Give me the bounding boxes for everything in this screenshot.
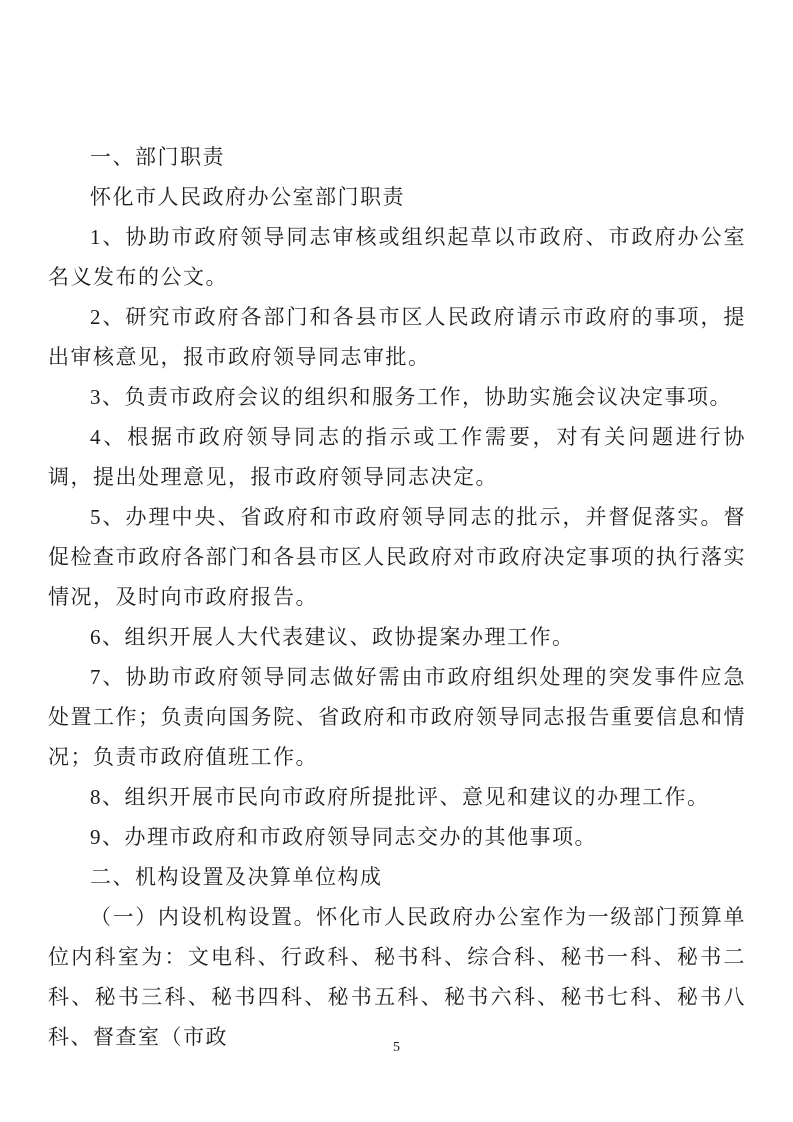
section-heading-org-structure: 二、机构设置及决算单位构成 xyxy=(90,865,383,889)
duty-item-3: 3、负责市政府会议的组织和服务工作，协助实施会议决定事项。 xyxy=(90,385,732,409)
subheading-office-duties: 怀化市人民政府办公室部门职责 xyxy=(90,185,405,209)
section-heading-dept-duties: 一、部门职责 xyxy=(90,145,225,169)
duty-item-5: 5、办理中央、省政府和市政府领导同志的批示，并督促落实。督促检查市政府各部门和各县市区人民政府对市政府决定事项的执行落实情况，及时向市政府报告。 xyxy=(48,505,746,609)
duty-item-1: 1、协助市政府领导同志审核或组织起草以市政府、市政府办公室名义发布的公文。 xyxy=(48,225,746,289)
duty-item-4: 4、根据市政府领导同志的指示或工作需要，对有关问题进行协调，提出处理意见，报市政府领导同志决定。 xyxy=(48,425,746,489)
page-number: 5 xyxy=(393,1040,400,1055)
document-body xyxy=(48,137,746,1057)
org-setup-paragraph: （一）内设机构设置。怀化市人民政府办公室作为一级部门预算单位内科室为：文电科、行政科、秘书科、综合科、秘书一科、秘书二科、秘书三科、秘书四科、秘书五科、秘书六科、秘书七科、秘书八科、督查室（市政 xyxy=(48,905,746,1049)
duty-item-8: 8、组织开展市民向市政府所提批评、意见和建议的办理工作。 xyxy=(90,785,710,809)
page-footer xyxy=(0,1038,793,1056)
duty-item-2: 2、研究市政府各部门和各县市区人民政府请示市政府的事项，提出审核意见，报市政府领导同志审批。 xyxy=(48,305,746,369)
duty-item-9: 9、办理市政府和市政府领导同志交办的其他事项。 xyxy=(90,825,597,849)
duty-item-6: 6、组织开展人大代表建议、政协提案办理工作。 xyxy=(90,625,575,649)
duty-item-7: 7、协助市政府领导同志做好需由市政府组织处理的突发事件应急处置工作；负责向国务院、省政府和市政府领导同志报告重要信息和情况；负责市政府值班工作。 xyxy=(48,665,746,769)
